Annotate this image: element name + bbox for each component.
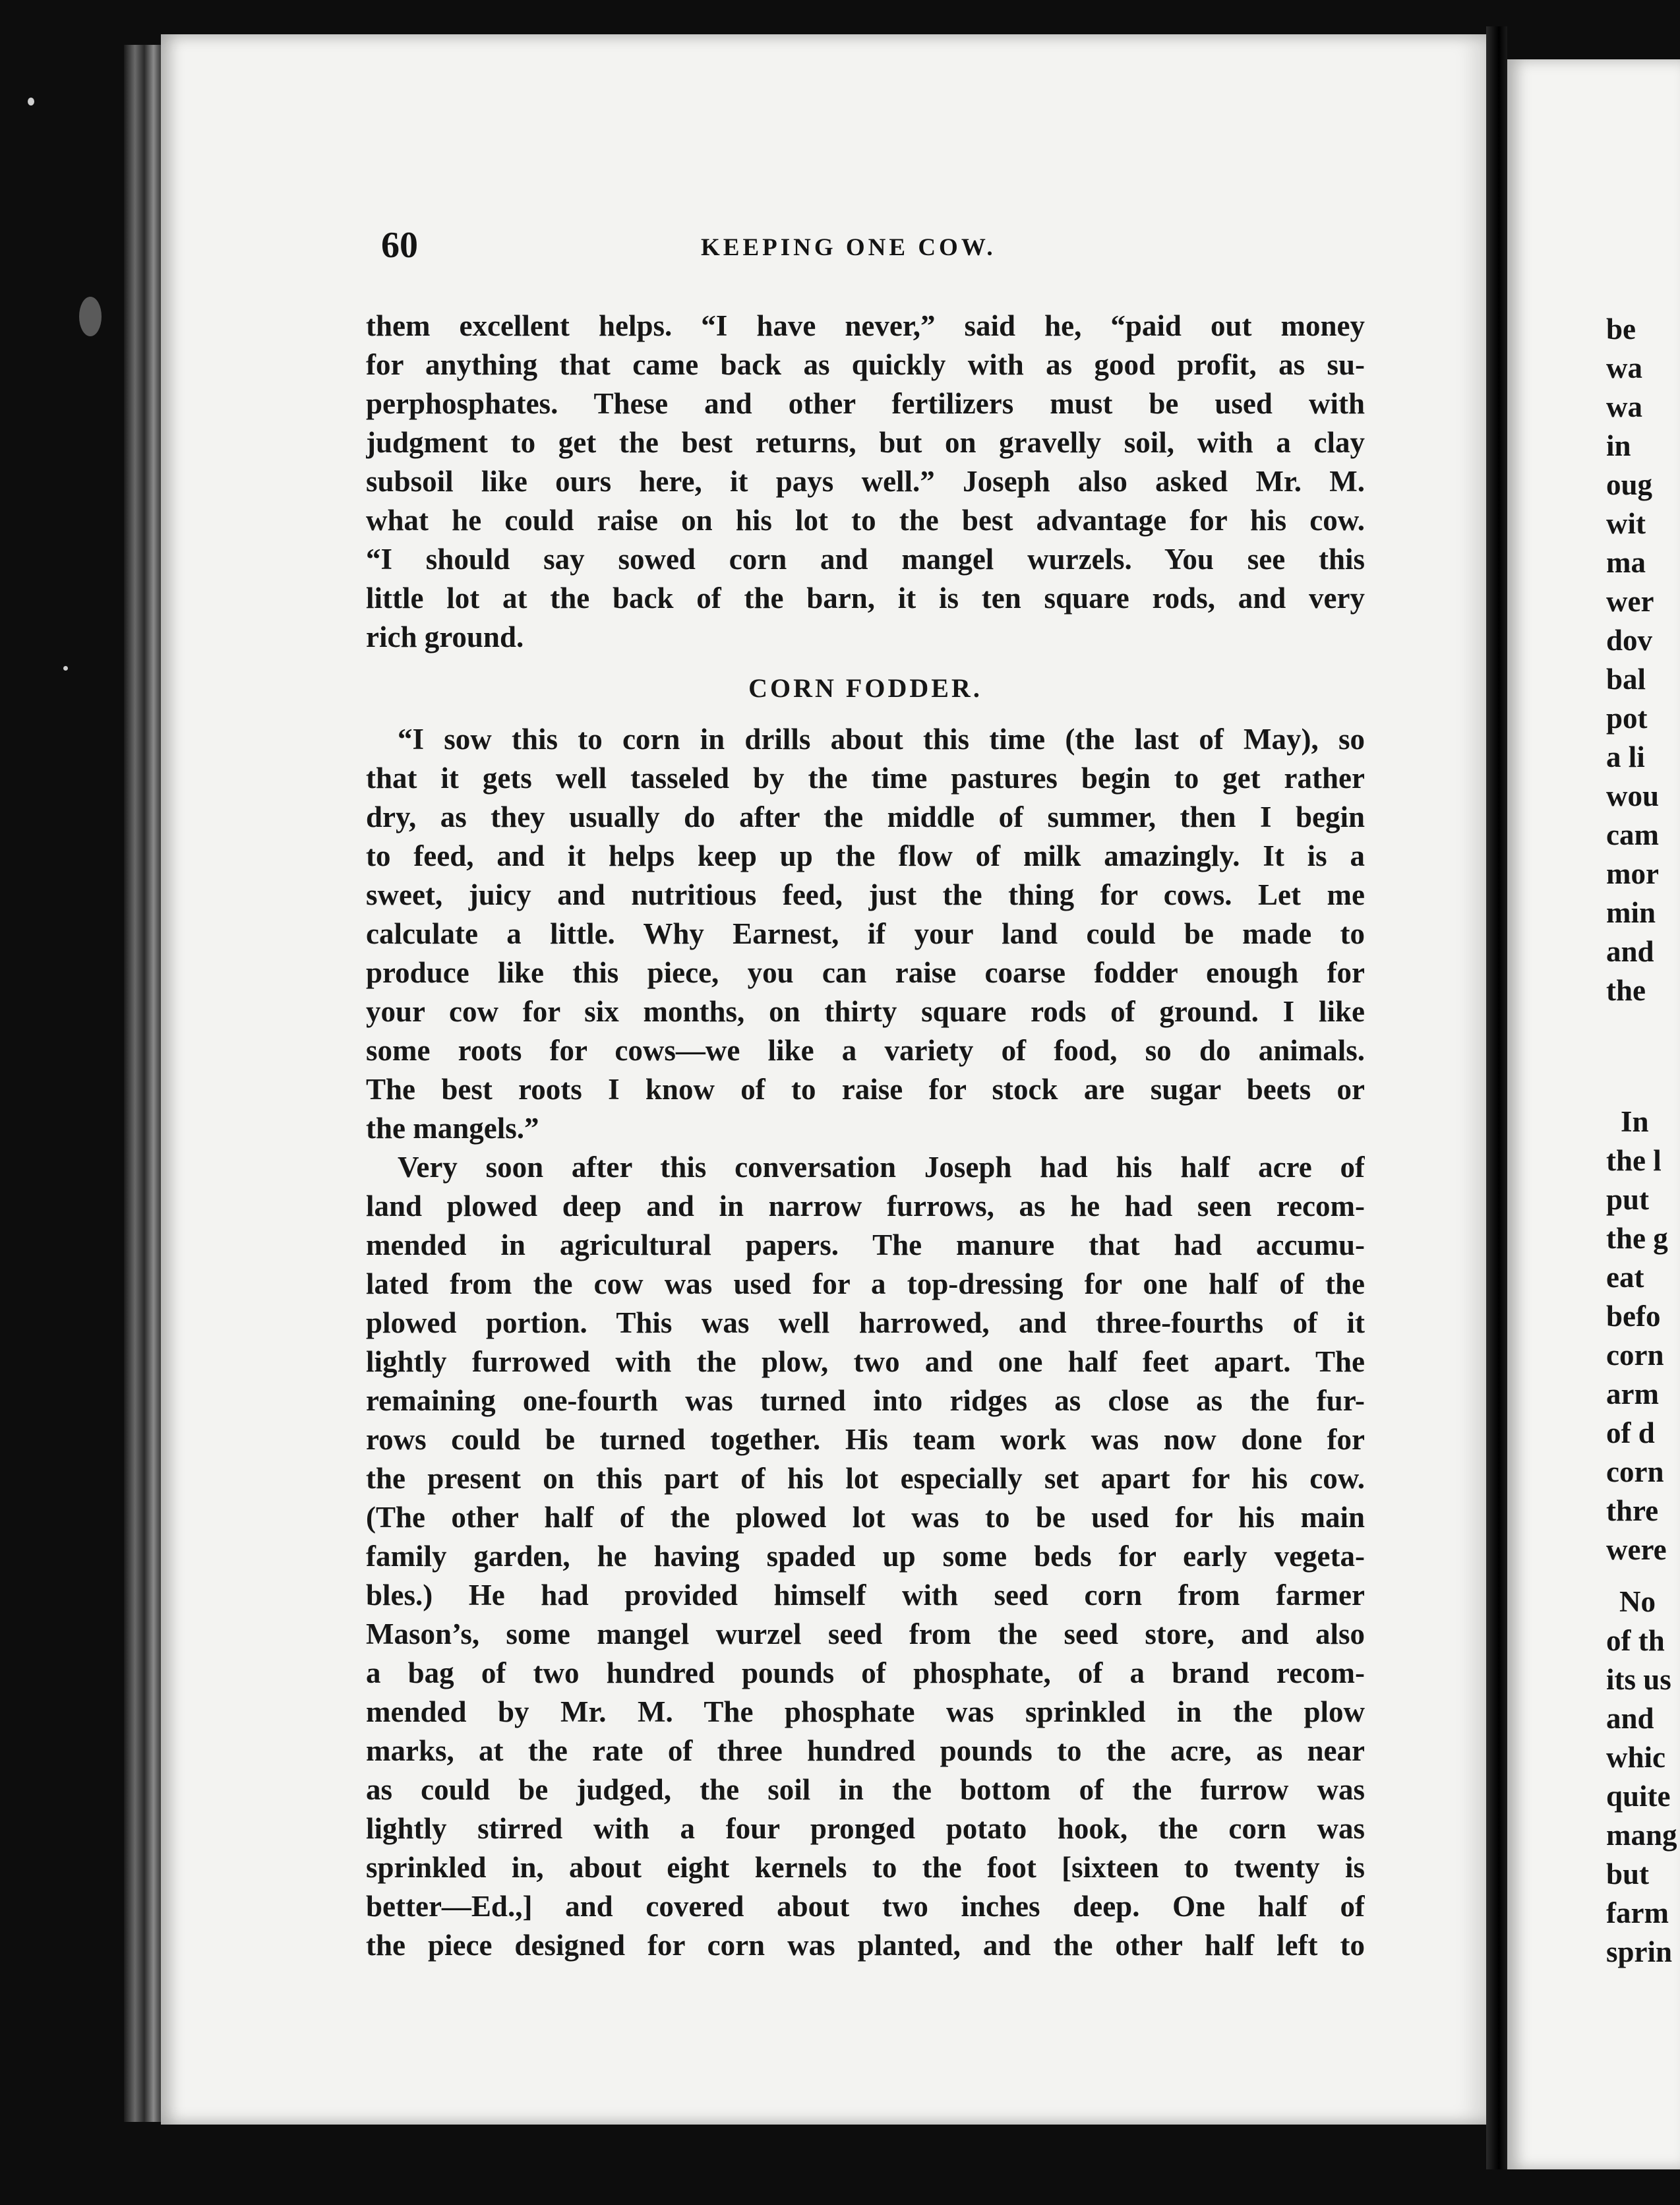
text-fragment: and (1606, 935, 1654, 968)
text-line: The best roots I know of to raise for stock are sugar beets or (366, 1073, 1365, 1106)
text-line: lated from the cow was used for a top-dressing for one half of the (366, 1267, 1365, 1300)
text-line: a bag of two hundred pounds of phosphate, of a brand recom- (366, 1656, 1365, 1689)
text-line: plowed portion. This was well harrowed, and three-fourths of it (366, 1306, 1365, 1339)
text-line: land plowed deep and in narrow furrows, as he had seen recom- (366, 1190, 1365, 1223)
text-fragment: wit (1606, 507, 1646, 540)
text-line: Mason’s, some mangel wurzel seed from the seed store, and also (366, 1617, 1365, 1650)
text-line: remaining one-fourth was turned into ridges as close as the fur- (366, 1384, 1365, 1417)
text-line: calculate a little. Why Earnest, if your land could be made to (366, 917, 1365, 950)
text-line: Very soon after this conversation Joseph had his half acre of (398, 1151, 1365, 1184)
text-fragment: be (1606, 313, 1636, 346)
text-fragment: corn (1606, 1339, 1664, 1372)
text-line: what he could raise on his lot to the best advantage for his cow. (366, 504, 1365, 537)
facing-page-text-middle-body (1606, 1141, 1680, 1569)
text-fragment: mang (1606, 1819, 1677, 1852)
text-line: that it gets well tasseled by the time pastures begin to get rather (366, 762, 1365, 795)
text-line: family garden, he having spaded up some beds for early vegeta- (366, 1540, 1365, 1573)
text-line: mended in agricultural papers. The manure that had accumu- (366, 1228, 1365, 1261)
text-fragment: eat (1606, 1261, 1644, 1294)
text-fragment: befo (1606, 1300, 1661, 1333)
text-line: dry, as they usually do after the middle of summer, then I begin (366, 800, 1365, 833)
text-fragment: sprin (1606, 1935, 1673, 1968)
text-line: lightly stirred with a four pronged potato hook, the corn was (366, 1812, 1365, 1845)
text-fragment: wer (1606, 585, 1654, 618)
text-line: judgment to get the best returns, but on gravelly soil, with a clay (366, 426, 1365, 459)
text-fragment: put (1606, 1183, 1650, 1216)
text-fragment: quite (1606, 1780, 1671, 1813)
page-number: 60 (381, 225, 418, 266)
text-line: rows could be turned together. His team work was now done for (366, 1423, 1365, 1456)
text-fragment: whic (1606, 1741, 1665, 1774)
main-text (366, 307, 1365, 1965)
text-fragment: oug (1606, 468, 1653, 501)
section-heading: CORN FODDER. (748, 673, 982, 703)
text-line: subsoil like ours here, it pays well.” Joseph also asked Mr. M. (366, 465, 1365, 498)
text-fragment: wou (1606, 779, 1660, 812)
text-fragment: corn (1606, 1455, 1664, 1488)
text-fragment: but (1606, 1858, 1650, 1890)
text-fragment: a li (1606, 740, 1645, 773)
text-line: perphosphates. These and other fertilizers must be used with (366, 387, 1365, 420)
text-fragment: No (1619, 1585, 1656, 1618)
facing-page-text-bottom-lead (1619, 1583, 1680, 1621)
text-fragment: the l (1606, 1144, 1662, 1177)
text-fragment: thre (1606, 1494, 1659, 1527)
text-fragment: dov (1606, 624, 1653, 657)
text-fragment: min (1606, 896, 1656, 929)
text-fragment: in (1606, 429, 1631, 462)
text-fragment: farm (1606, 1896, 1669, 1929)
text-fragment: the (1606, 974, 1646, 1007)
dust-speck (79, 297, 102, 336)
text-line: the present on this part of his lot especially set apart for his cow. (366, 1462, 1365, 1495)
text-line: “I sow this to corn in drills about this time (the last of May), so (398, 723, 1365, 756)
text-line: your cow for six months, on thirty square rods of ground. I like (366, 995, 1365, 1028)
text-fragment: arm (1606, 1377, 1659, 1410)
text-line: for anything that came back as quickly with as good profit, as su- (366, 348, 1365, 381)
text-line: the piece designed for corn was planted, and the other half left to (366, 1929, 1365, 1962)
running-title: KEEPING ONE COW. (701, 234, 996, 261)
text-fragment: In (1621, 1105, 1649, 1138)
text-line: the mangels.” (366, 1112, 539, 1145)
text-fragment: cam (1606, 818, 1659, 851)
text-line: rich ground. (366, 620, 524, 653)
dust-speck (63, 666, 68, 671)
text-fragment: ma (1606, 546, 1646, 579)
facing-page-text-bottom (1606, 1621, 1680, 1972)
text-fragment: of d (1606, 1416, 1655, 1449)
text-line: to feed, and it helps keep up the flow of milk amazingly. It is a (366, 839, 1365, 872)
text-fragment: pot (1606, 702, 1648, 735)
text-fragment: mor (1606, 857, 1659, 890)
text-line: mended by Mr. M. The phosphate was sprinkled in the plow (366, 1695, 1365, 1728)
text-fragment: wa (1606, 351, 1642, 384)
text-line: as could be judged, the soil in the bottom of the furrow was (366, 1773, 1365, 1806)
text-line: little lot at the back of the barn, it is ten square rods, and very (366, 582, 1365, 615)
text-fragment: were (1606, 1533, 1667, 1566)
text-line: better—Ed.,] and covered about two inches deep. One half of (366, 1890, 1365, 1923)
text-line: some roots for cows—we like a variety of food, so do animals. (366, 1034, 1365, 1067)
facing-page-text-top (1606, 310, 1680, 1010)
text-line: them excellent helps. “I have never,” said he, “paid out money (366, 309, 1365, 342)
text-line: marks, at the rate of three hundred pounds to the acre, as near (366, 1734, 1365, 1767)
running-head (381, 224, 1364, 277)
text-fragment: its us (1606, 1663, 1671, 1696)
text-line: sweet, juicy and nutritious feed, just the thing for cows. Let me (366, 878, 1365, 911)
page-gutter (1486, 26, 1507, 2169)
text-line: bles.) He had provided himself with seed corn from farmer (366, 1579, 1365, 1612)
text-line: lightly furrowed with the plow, two and one half feet apart. The (366, 1345, 1365, 1378)
book-spine (124, 45, 161, 2122)
text-line: (The other half of the plowed lot was to be used for his main (366, 1501, 1365, 1534)
text-fragment: of th (1606, 1624, 1665, 1657)
facing-page-text-middle (1621, 1102, 1680, 1141)
text-fragment: and (1606, 1702, 1654, 1735)
text-line: produce like this piece, you can raise coarse fodder enough for (366, 956, 1365, 989)
dust-speck (28, 98, 34, 106)
text-fragment: the g (1606, 1222, 1668, 1255)
text-line: sprinkled in, about eight kernels to the foot [sixteen to twenty is (366, 1851, 1365, 1884)
text-line: “I should say sowed corn and mangel wurzels. You see this (366, 543, 1365, 576)
text-fragment: wa (1606, 390, 1642, 423)
text-fragment: bal (1606, 663, 1646, 696)
